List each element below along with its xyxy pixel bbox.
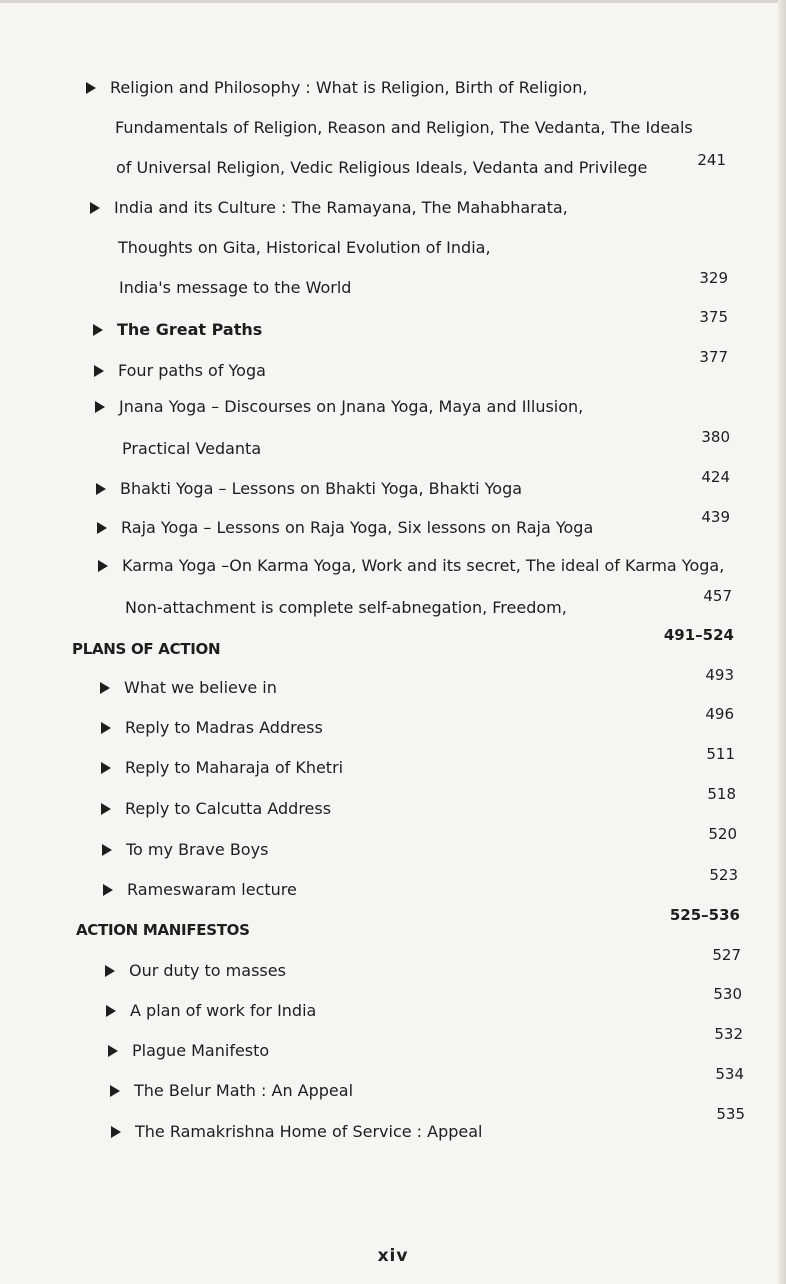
page-number: 329 xyxy=(699,269,728,287)
toc-entry-raja-yoga: Raja Yoga – Lessons on Raja Yoga, Six lessons on Raja Yoga xyxy=(97,518,593,538)
toc-entry-khetri: Reply to Maharaja of Khetri xyxy=(101,758,343,778)
toc-entry-duty-masses: Our duty to masses xyxy=(105,961,286,981)
toc-entry-karma-yoga: Karma Yoga –On Karma Yoga, Work and its secret, The ideal of Karma Yoga, xyxy=(98,556,724,576)
page-number: 527 xyxy=(712,946,741,964)
bullet-arrow-icon xyxy=(95,401,105,413)
toc-entry-what-we-believe: What we believe in xyxy=(100,678,277,698)
page-number: 520 xyxy=(708,825,737,843)
page-number: 496 xyxy=(705,705,734,723)
bullet-arrow-icon xyxy=(86,82,96,94)
bullet-arrow-icon xyxy=(110,1085,120,1097)
bullet-arrow-icon xyxy=(105,965,115,977)
bullet-arrow-icon xyxy=(101,762,111,774)
page-right-edge xyxy=(778,0,786,1284)
toc-entry-india-culture: India and its Culture : The Ramayana, The Mahabharata, xyxy=(90,198,568,218)
bullet-arrow-icon xyxy=(103,884,113,896)
bullet-arrow-icon xyxy=(94,365,104,377)
bullet-arrow-icon xyxy=(102,844,112,856)
toc-entry-madras-address: Reply to Madras Address xyxy=(101,718,323,738)
page-number: 518 xyxy=(707,785,736,803)
page-number: 530 xyxy=(713,985,742,1003)
page-number: 457 xyxy=(703,587,732,605)
toc-entry-calcutta-address: Reply to Calcutta Address xyxy=(101,799,331,819)
section-page-range: 491–524 xyxy=(663,626,734,644)
toc-entry-line: Fundamentals of Religion, Reason and Religion, The Vedanta, The Ideals xyxy=(115,118,693,137)
toc-entry-belur-math: The Belur Math : An Appeal xyxy=(110,1081,353,1101)
page-number: 424 xyxy=(701,468,730,486)
toc-entry-brave-boys: To my Brave Boys xyxy=(102,840,268,860)
page-number: 241 xyxy=(697,151,726,169)
bullet-arrow-icon xyxy=(108,1045,118,1057)
bullet-arrow-icon xyxy=(100,682,110,694)
toc-entry-religion: Religion and Philosophy : What is Religion, Birth of Religion, xyxy=(86,78,587,98)
toc-entry-plan-work: A plan of work for India xyxy=(106,1001,316,1021)
page-number: 380 xyxy=(701,428,730,446)
page-number: 493 xyxy=(705,666,734,684)
bullet-arrow-icon xyxy=(93,324,103,336)
page-number: 534 xyxy=(715,1065,744,1083)
page-number: 535 xyxy=(716,1105,745,1123)
page-footer-number: xiv xyxy=(377,1246,409,1266)
toc-entry-line: Non-attachment is complete self-abnegation, Freedom, xyxy=(125,598,567,617)
page-number: 523 xyxy=(709,866,738,884)
bullet-arrow-icon xyxy=(90,202,100,214)
page-number: 377 xyxy=(699,348,728,366)
page-top-edge xyxy=(0,0,786,3)
bullet-arrow-icon xyxy=(111,1126,121,1138)
bullet-arrow-icon xyxy=(98,560,108,572)
page-number: 511 xyxy=(706,745,735,763)
toc-entry-line: Thoughts on Gita, Historical Evolution of India, xyxy=(118,238,491,257)
page-number: 532 xyxy=(714,1025,743,1043)
toc-entry-ramakrishna-home: The Ramakrishna Home of Service : Appeal xyxy=(111,1122,483,1142)
bullet-arrow-icon xyxy=(96,483,106,495)
page-number: 439 xyxy=(701,508,730,526)
toc-entry-line: India's message to the World xyxy=(119,278,352,297)
toc-entry-bhakti-yoga: Bhakti Yoga – Lessons on Bhakti Yoga, Bhakti Yoga xyxy=(96,479,522,499)
toc-entry-line: of Universal Religion, Vedic Religious Ideals, Vedanta and Privilege xyxy=(116,158,648,177)
bullet-arrow-icon xyxy=(97,522,107,534)
section-page-range: 525–536 xyxy=(669,906,740,924)
toc-entry-rameswaram: Rameswaram lecture xyxy=(103,880,297,900)
toc-entry-great-paths: The Great Paths xyxy=(93,320,262,340)
page-number: 375 xyxy=(699,308,728,326)
bullet-arrow-icon xyxy=(106,1005,116,1017)
bullet-arrow-icon xyxy=(101,722,111,734)
section-title-manifestos: ACTION MANIFESTOS xyxy=(76,921,250,939)
toc-entry-four-paths: Four paths of Yoga xyxy=(94,361,266,381)
bullet-arrow-icon xyxy=(101,803,111,815)
toc-entry-plague-manifesto: Plague Manifesto xyxy=(108,1041,269,1061)
toc-entry-line: Practical Vedanta xyxy=(122,439,262,458)
section-title-plans: PLANS OF ACTION xyxy=(72,640,221,658)
toc-entry-jnana-yoga: Jnana Yoga – Discourses on Jnana Yoga, Maya and Illusion, xyxy=(95,397,583,417)
